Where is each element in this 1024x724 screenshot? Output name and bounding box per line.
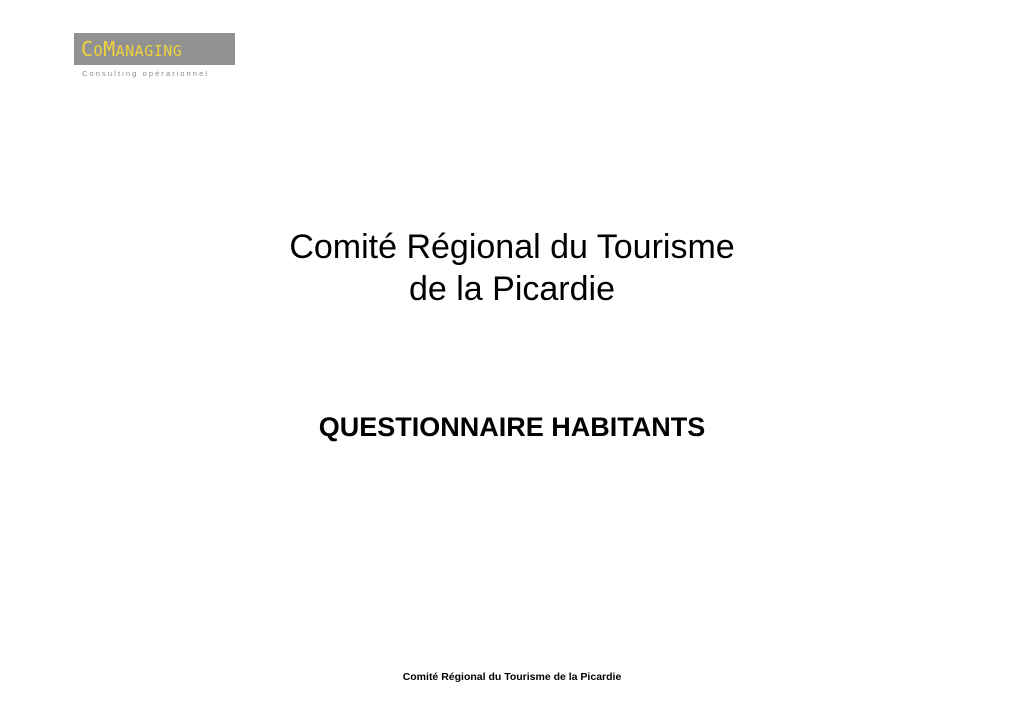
- document-subject: QUESTIONNAIRE HABITANTS: [318, 412, 706, 442]
- logo-tagline: Consulting opérationnel: [82, 69, 210, 78]
- logo-letter-m: M: [103, 37, 116, 61]
- company-logo: [74, 33, 235, 78]
- title-line-2: de la Picardie: [408, 270, 615, 308]
- logo-wordmark: [74, 33, 235, 65]
- logo-letter-o: O: [93, 42, 104, 60]
- page-footer: Comité Régional du Tourisme de la Picardie: [402, 671, 622, 683]
- logo-letters-anaging: ANAGING: [115, 42, 183, 60]
- title-line-1: Comité Régional du Tourisme: [289, 228, 735, 266]
- document-title: [0, 226, 1024, 310]
- logo-letter-c: C: [81, 37, 94, 61]
